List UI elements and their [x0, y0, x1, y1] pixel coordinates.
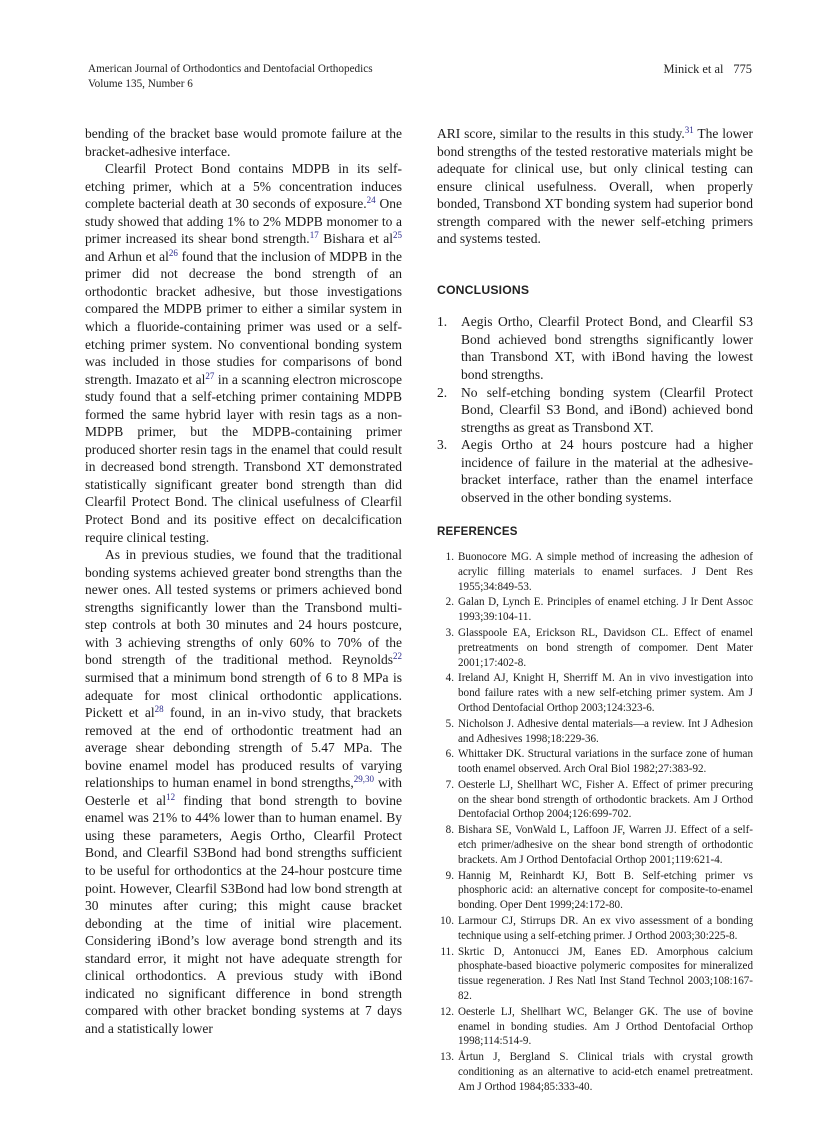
ref-text: Glasspoole EA, Erickson RL, Davidson CL. Effect of enamel pretreatments on bond strength of compomer. Dent Mater 2001;17:402-8. [458, 626, 753, 669]
ref-number: 1. [445, 550, 454, 563]
reference-item [437, 595, 753, 625]
paragraph-text: found, in an in-vivo study, that brackets removed at the end of orthodontic treatment had an average shear debonding strength of 5.47 MPa. The bovine enamel model has produced results of varying relationships to human enamel in bond strengths, [85, 705, 402, 791]
ref-number: 5. [445, 717, 454, 730]
paragraph [437, 125, 753, 248]
citation-link[interactable]: 17 [309, 230, 319, 241]
reference-item [437, 626, 753, 670]
ref-text: Årtun J, Bergland S. Clinical trials with crystal growth conditioning as an alternative to acid-etch enamel pretreatment. Am J Orthod 1984;85:333-40. [458, 1051, 753, 1093]
references-list [437, 550, 753, 1095]
ref-text: Whittaker DK. Structural variations in the surface zone of human tooth enamel observed. Arch Oral Biol 1982;27:383-92. [458, 748, 753, 776]
ref-number: 3. [445, 626, 454, 639]
journal-volume: Volume 135, Number 6 [88, 78, 193, 90]
ref-number: 4. [445, 672, 454, 685]
journal-info [88, 62, 373, 92]
right-column [437, 125, 753, 1096]
citation-link[interactable]: 31 [684, 125, 694, 135]
conclusion-item [437, 313, 753, 383]
paragraph [85, 125, 402, 160]
ref-text: Oesterle LJ, Shellhart WC, Fisher A. Effect of primer precuring on the shear bond strength of orthodontic brackets. Am J Orthod Dentofacial Orthop 2004;126:699-702. [458, 778, 753, 821]
paragraph-text: finding that bond strength to bovine enamel was 21% to 44% lower than to human enamel. By using these parameters, Aegis Ortho, Clearfil Protect Bond, and Clearfil S3Bond had bond strengths sufficient to be useful for orthodontics at the 24-hour postcure time point. However, Clearfil S3Bond had low bond strength at 30 minutes after curing; this might cause bracket debonding at the time of initial wire placement. Considering iBond’s low average bond strength and its standard error, it might not have adequate strength for clinical orthodontics. A previous study with iBond indicated no significant difference in bond strength compared with other bracket bonding systems at 7 days and a statistically lower [85, 792, 402, 1036]
reference-item [437, 778, 753, 822]
paragraph-text: ARI score, similar to the results in this study. [437, 126, 685, 141]
ref-number: 6. [445, 748, 454, 761]
citation-link[interactable]: 29,30 [353, 774, 374, 785]
ref-text: Larmour CJ, Stirrups DR. An ex vivo assessment of a bonding technique using a self-etching primer. J Orthod 2003;30:225-8. [458, 915, 753, 942]
paragraph-text: One study showed that adding 1% to 2% MDPB monomer to a primer increased its shear bond strength. [85, 196, 402, 247]
reference-item [437, 550, 753, 594]
ref-text: Ireland AJ, Knight H, Sherriff M. An in vivo investigation into bond failure rates with a new self-etching primer system. Am J Orthod Dentofacial Orthop 2003;124:323-6. [458, 672, 753, 714]
ref-text: Hannig M, Reinhardt KJ, Bott B. Self-etching primer vs phosphoric acid: an alternative concept for composite-to-enamel bonding. Oper Dent 1999;24:172-80. [458, 869, 753, 912]
ref-text: Buonocore MG. A simple method of increasing the adhesion of acrylic filling materials to enamel surfaces. J Dent Res 1955;34:849-53. [458, 550, 753, 593]
paragraph-text: bending of the bracket base would promote failure at the bracket-adhesive interface. [85, 126, 402, 159]
paragraph-text: Clearfil Protect Bond contains MDPB in its self-etching primer, which at a 5% concentration induces complete bacterial death at 30 seconds of exposure. [85, 161, 402, 212]
reference-item [437, 869, 753, 913]
left-column [85, 125, 402, 1037]
citation-link[interactable]: 28 [154, 704, 164, 715]
paragraph-text: Bishara et al [318, 231, 393, 247]
citation-link[interactable]: 25 [393, 230, 402, 241]
item-text: No self-etching bonding system (Clearfil Protect Bond, Clearfil S3 Bond, and iBond) achieved bond strengths as great as Transbond XT. [461, 384, 753, 435]
ref-number: 2. [445, 596, 454, 609]
reference-item [437, 671, 753, 715]
ref-text: Oesterle LJ, Shellhart WC, Belanger GK. The use of bovine enamel in bonding studies. Am J Orthod Dentofacial Orthop 1998;114:514-9. [458, 1005, 753, 1048]
conclusion-item [437, 436, 753, 506]
paragraph-text: surmised that a minimum bond strength of 6 to 8 MPa is adequate for most clinical orthodontic applications. Pickett et al [85, 669, 402, 721]
running-authors: Minick et al [663, 62, 724, 76]
paragraph-text: with Oesterle et al [85, 775, 402, 808]
reference-item [437, 914, 753, 944]
conclusions-heading: CONCLUSIONS [437, 282, 530, 297]
ref-text: Skrtic D, Antonucci JM, Eanes ED. Amorphous calcium phosphate-based bioactive polymeric composites for mineralized tissue regeneration. J Res Natl Inst Stand Technol 2003;108:167-82. [458, 945, 753, 1003]
item-text: Aegis Ortho at 24 hours postcure had a higher incidence of failure in the material at the adhesive-bracket interface, rather than the enamel interface observed in the other bonding systems. [461, 437, 753, 505]
ref-number: 13. [440, 1051, 454, 1064]
paragraph-text: in a scanning electron microscope study found that a self-etching primer containing MDPB formed the same hybrid layer with resin tags as a non-MDPB primer, but the MDPB-containing primer produced shorter resin tags in the enamel that could result in decreased bond strength. Transbond XT demonstrated statistically significant greater bond strength than did Clearfil Protect Bond. The clinical usefulness of Clearfil Protect Bond and its positive effect on decalcification require clinical testing. [85, 371, 402, 545]
ref-text: Nicholson J. Adhesive dental materials—a review. Int J Adhesion and Adhesives 1998;18:229-36. [458, 717, 753, 745]
citation-link[interactable]: 12 [166, 791, 176, 802]
conclusions-list [437, 313, 753, 506]
reference-item [437, 1050, 753, 1094]
ref-number: 7. [445, 778, 454, 791]
reference-item [437, 1005, 753, 1049]
citation-link[interactable]: 24 [366, 195, 376, 206]
paragraph-text: and Arhun et al [85, 248, 169, 264]
ref-number: 9. [445, 869, 454, 882]
reference-item [437, 747, 753, 777]
item-number: 2. [437, 384, 448, 400]
ref-text: Galan D, Lynch E. Principles of enamel etching. J Ir Dent Assoc 1993;39:104-11. [458, 596, 753, 624]
paragraph [85, 546, 402, 1037]
references-heading: REFERENCES [437, 526, 518, 539]
ref-number: 8. [445, 824, 454, 837]
ref-number: 10. [440, 915, 454, 928]
item-number: 1. [437, 314, 448, 330]
paragraph-text: The lower bond strengths of the tested restorative materials might be adequate for clinical use, but only clinical testing can ensure clinical usefulness. Overall, when properly bonded, Transbond XT bonding system had superior bond strength compared with the newer self-etching primers and systems tested. [437, 126, 753, 247]
page-info [664, 62, 752, 77]
reference-item [437, 945, 753, 1004]
ref-number: 11. [440, 945, 454, 958]
journal-title: American Journal of Orthodontics and Dentofacial Orthopedics [88, 63, 373, 75]
citation-link[interactable]: 27 [205, 370, 215, 381]
item-text: Aegis Ortho, Clearfil Protect Bond, and Clearfil S3 Bond achieved bond strengths significantly lower than Transbond XT, with iBond having the lowest bond strengths. [461, 314, 753, 383]
conclusion-item [437, 384, 753, 437]
paragraph-text: As in previous studies, we found that the traditional bonding systems achieved greater bond strengths than the newer ones. All tested systems or primers achieved bond strengths significantly lower than the Transbond multi-step controls at both 30 minutes and 24 hours postcure, with 3 achieving strengths of only 60% to 70% of the bond strength of the traditional method. Reynolds [85, 547, 402, 668]
paragraph [85, 160, 402, 546]
ref-number: 12. [440, 1005, 454, 1018]
paragraph-text: found that the inclusion of MDPB in the primer did not decrease the bond strength of an orthodontic bracket adhesive, but those investigations compared the MDPB primer to either a similar system in which a fluoride-containing primer was used or a self-etching primer system. No conventional bonding system was included in those studies for comparisons of bond strength. Imazato et al [85, 248, 402, 387]
citation-link[interactable]: 26 [168, 247, 178, 258]
ref-text: Bishara SE, VonWald L, Laffoon JF, Warren JJ. Effect of a self-etch primer/adhesive on the shear bond strength of orthodontic brackets. Am J Orthod Dentofacial Orthop 2001;119:621-4. [458, 824, 753, 866]
citation-link[interactable]: 22 [393, 651, 402, 662]
reference-item [437, 823, 753, 867]
item-number: 3. [437, 437, 448, 453]
reference-item [437, 717, 753, 747]
page-number: 775 [733, 62, 752, 76]
